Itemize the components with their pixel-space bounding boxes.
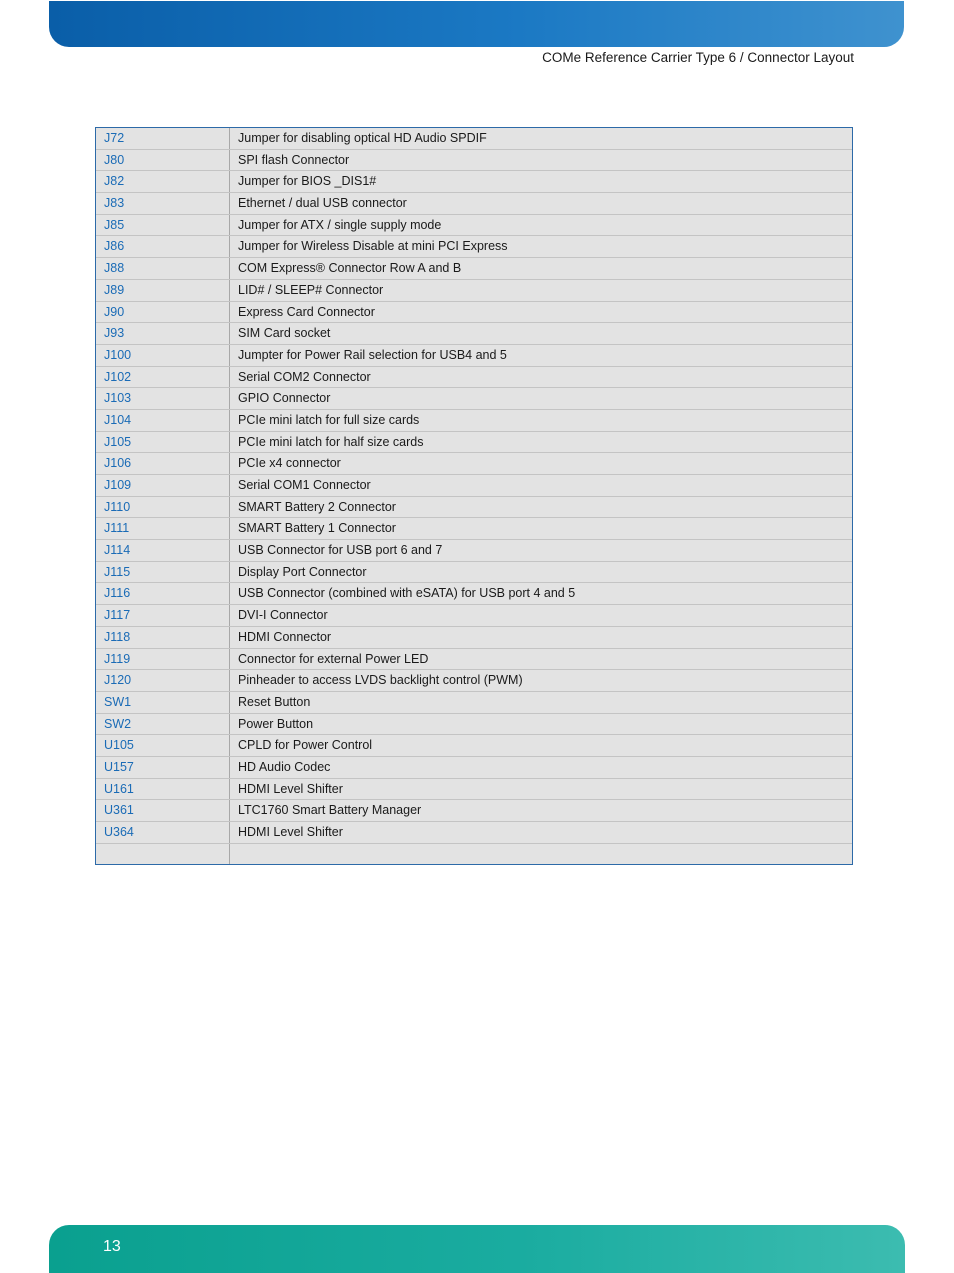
description-cell: LID# / SLEEP# Connector (230, 279, 853, 301)
footer-banner (49, 1225, 905, 1273)
description-cell: HDMI Connector (230, 626, 853, 648)
reference-designator-cell: J72 (96, 128, 230, 149)
table-row (96, 236, 852, 258)
description-cell: Jumper for disabling optical HD Audio SPDIF (230, 128, 853, 149)
reference-designator-cell: J106 (96, 453, 230, 475)
reference-designator-cell: J80 (96, 149, 230, 171)
description-cell: CPLD for Power Control (230, 735, 853, 757)
header-banner (49, 1, 904, 47)
reference-designator-cell: J114 (96, 540, 230, 562)
reference-designator-cell: J86 (96, 236, 230, 258)
reference-designator-cell: U157 (96, 756, 230, 778)
description-cell: Jumper for BIOS _DIS1# (230, 171, 853, 193)
table-row (96, 344, 852, 366)
description-cell: Ethernet / dual USB connector (230, 193, 853, 215)
table-row (96, 735, 852, 757)
reference-designator-cell: J93 (96, 323, 230, 345)
description-cell: Serial COM2 Connector (230, 366, 853, 388)
description-cell: Serial COM1 Connector (230, 475, 853, 497)
reference-designator-cell: SW1 (96, 691, 230, 713)
reference-designator-cell: J90 (96, 301, 230, 323)
description-cell: Jumper for Wireless Disable at mini PCI Express (230, 236, 853, 258)
table-row (96, 756, 852, 778)
table-row (96, 323, 852, 345)
table-row (96, 843, 852, 864)
description-cell: PCIe x4 connector (230, 453, 853, 475)
reference-designator-cell: J105 (96, 431, 230, 453)
connector-table (95, 127, 853, 865)
reference-designator-cell: J115 (96, 561, 230, 583)
connector-table-grid (96, 128, 852, 864)
table-row (96, 540, 852, 562)
reference-designator-cell: J110 (96, 496, 230, 518)
table-row (96, 431, 852, 453)
table-row (96, 626, 852, 648)
reference-designator-cell: J109 (96, 475, 230, 497)
reference-designator-cell: J89 (96, 279, 230, 301)
reference-designator-cell: J100 (96, 344, 230, 366)
table-row (96, 778, 852, 800)
description-cell: SMART Battery 1 Connector (230, 518, 853, 540)
description-cell: PCIe mini latch for half size cards (230, 431, 853, 453)
table-row (96, 496, 852, 518)
table-row (96, 409, 852, 431)
description-cell: SMART Battery 2 Connector (230, 496, 853, 518)
description-cell: Power Button (230, 713, 853, 735)
reference-designator-cell: U361 (96, 800, 230, 822)
reference-designator-cell: U364 (96, 822, 230, 844)
description-cell: Express Card Connector (230, 301, 853, 323)
connector-table-body (96, 128, 852, 864)
description-cell: Display Port Connector (230, 561, 853, 583)
table-row (96, 279, 852, 301)
description-cell: SIM Card socket (230, 323, 853, 345)
table-row (96, 648, 852, 670)
description-cell: HDMI Level Shifter (230, 778, 853, 800)
table-row (96, 475, 852, 497)
reference-designator-cell: J116 (96, 583, 230, 605)
description-cell: USB Connector (combined with eSATA) for USB port 4 and 5 (230, 583, 853, 605)
description-cell: Connector for external Power LED (230, 648, 853, 670)
description-cell: USB Connector for USB port 6 and 7 (230, 540, 853, 562)
description-cell: COM Express® Connector Row A and B (230, 258, 853, 280)
reference-designator-cell: J88 (96, 258, 230, 280)
reference-designator-cell: U105 (96, 735, 230, 757)
reference-designator-cell: J118 (96, 626, 230, 648)
table-row (96, 453, 852, 475)
table-row (96, 128, 852, 149)
reference-designator-cell (96, 843, 230, 864)
table-row (96, 214, 852, 236)
table-row (96, 713, 852, 735)
table-row (96, 388, 852, 410)
document-title: COMe Reference Carrier Type 6 / Connector Layout (542, 50, 854, 65)
table-row (96, 800, 852, 822)
description-cell: PCIe mini latch for full size cards (230, 409, 853, 431)
description-cell: HD Audio Codec (230, 756, 853, 778)
description-cell (230, 843, 853, 864)
description-cell: LTC1760 Smart Battery Manager (230, 800, 853, 822)
description-cell: DVI-I Connector (230, 605, 853, 627)
description-cell: Reset Button (230, 691, 853, 713)
table-row (96, 171, 852, 193)
table-row (96, 691, 852, 713)
table-row (96, 518, 852, 540)
reference-designator-cell: J119 (96, 648, 230, 670)
table-row (96, 193, 852, 215)
table-row (96, 149, 852, 171)
table-row (96, 670, 852, 692)
table-row (96, 822, 852, 844)
description-cell: Jumper for ATX / single supply mode (230, 214, 853, 236)
reference-designator-cell: J102 (96, 366, 230, 388)
reference-designator-cell: SW2 (96, 713, 230, 735)
reference-designator-cell: U161 (96, 778, 230, 800)
description-cell: SPI flash Connector (230, 149, 853, 171)
table-row (96, 561, 852, 583)
description-cell: Jumpter for Power Rail selection for USB4 and 5 (230, 344, 853, 366)
description-cell: GPIO Connector (230, 388, 853, 410)
reference-designator-cell: J120 (96, 670, 230, 692)
page-number: 13 (103, 1238, 121, 1255)
reference-designator-cell: J82 (96, 171, 230, 193)
description-cell: Pinheader to access LVDS backlight control (PWM) (230, 670, 853, 692)
reference-designator-cell: J111 (96, 518, 230, 540)
reference-designator-cell: J104 (96, 409, 230, 431)
table-row (96, 583, 852, 605)
table-row (96, 258, 852, 280)
reference-designator-cell: J85 (96, 214, 230, 236)
table-row (96, 366, 852, 388)
table-row (96, 301, 852, 323)
description-cell: HDMI Level Shifter (230, 822, 853, 844)
reference-designator-cell: J83 (96, 193, 230, 215)
reference-designator-cell: J117 (96, 605, 230, 627)
reference-designator-cell: J103 (96, 388, 230, 410)
table-row (96, 605, 852, 627)
